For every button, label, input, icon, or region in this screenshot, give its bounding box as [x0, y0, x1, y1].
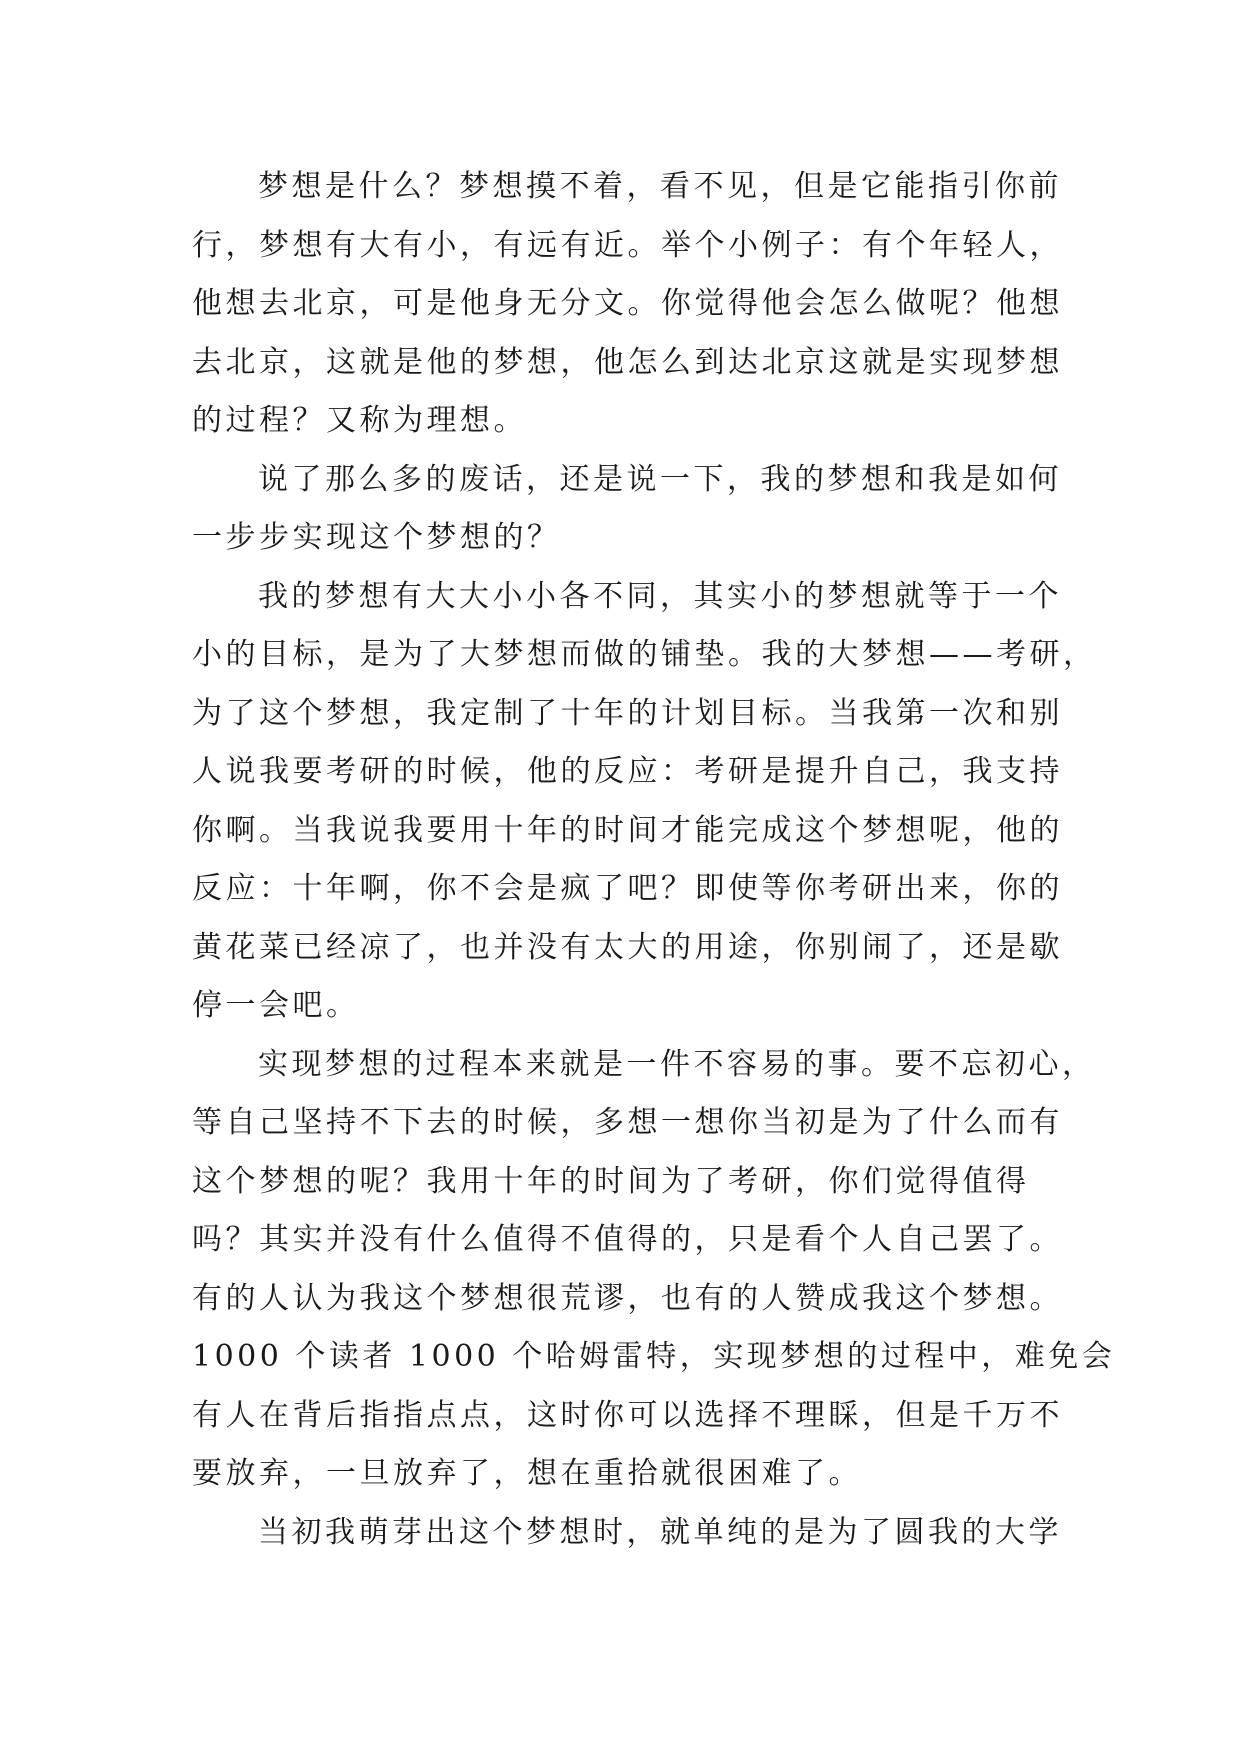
text-line: 有的人认为我这个梦想很荒谬，也有的人赞成我这个梦想。 — [192, 1280, 1063, 1316]
paragraph-5 — [192, 1504, 1062, 1563]
text-line: 说了那么多的废话，还是说一下，我的梦想和我是如何 — [258, 461, 1062, 497]
text-line: 为了这个梦想，我定制了十年的计划目标。当我第一次和别 — [192, 695, 1063, 731]
text-line: 你啊。当我说我要用十年的时间才能完成这个梦想呢，他的 — [192, 812, 1063, 848]
paragraph-3 — [192, 568, 1097, 1036]
text-line: 这个梦想的呢？我用十年的时间为了考研，你们觉得值得 — [192, 1163, 1030, 1199]
text-line: 人说我要考研的时候，他的反应：考研是提升自己，我支持 — [192, 754, 1063, 789]
text-line: 等自己坚持不下去的时候，多想一想你当初是为了什么而有 — [192, 1105, 1063, 1140]
paragraph-2 — [192, 451, 1062, 568]
text-line: 1000 个读者 1000 个哈姆雷特，实现梦想的过程中，难免会 — [192, 1339, 1116, 1374]
paragraph-4 — [192, 1036, 1116, 1504]
text-line: 的过程？又称为理想。 — [192, 403, 527, 438]
text-line: 他想去北京，可是他身无分文。你觉得他会怎么做呢？他想 — [192, 286, 1063, 321]
text-line: 我的梦想有大大小小各不同，其实小的梦想就等于一个 — [258, 578, 1062, 614]
text-line: 实现梦想的过程本来就是一件不容易的事。要不忘初心， — [258, 1046, 1096, 1082]
text-line: 吗？其实并没有什么值得不值得的，只是看个人自己罢了。 — [192, 1222, 1063, 1257]
text-line: 梦想是什么？梦想摸不着，看不见，但是它能指引你前 — [258, 169, 1062, 204]
text-line: 一步步实现这个梦想的？ — [192, 520, 561, 555]
text-line: 当初我萌芽出这个梦想时，就单纯的是为了圆我的大学 — [258, 1514, 1062, 1550]
text-line: 去北京，这就是他的梦想，他怎么到达北京这就是实现梦想 — [192, 344, 1063, 380]
document-body — [192, 158, 1116, 1562]
paragraph-1 — [192, 158, 1063, 451]
text-line: 小的目标，是为了大梦想而做的铺垫。我的大梦想——考研， — [192, 637, 1097, 672]
text-line: 停一会吧。 — [192, 988, 360, 1023]
text-line: 反应：十年啊，你不会是疯了吧？即使等你考研出来，你的 — [192, 871, 1063, 906]
text-line: 黄花菜已经凉了，也并没有太大的用途，你别闹了，还是歇 — [192, 929, 1063, 965]
text-line: 有人在背后指指点点，这时你可以选择不理睬，但是千万不 — [192, 1397, 1063, 1433]
text-line: 要放弃，一旦放弃了，想在重拾就很困难了。 — [192, 1456, 862, 1491]
text-line: 行，梦想有大有小，有远有近。举个小例子：有个年轻人， — [192, 227, 1063, 263]
